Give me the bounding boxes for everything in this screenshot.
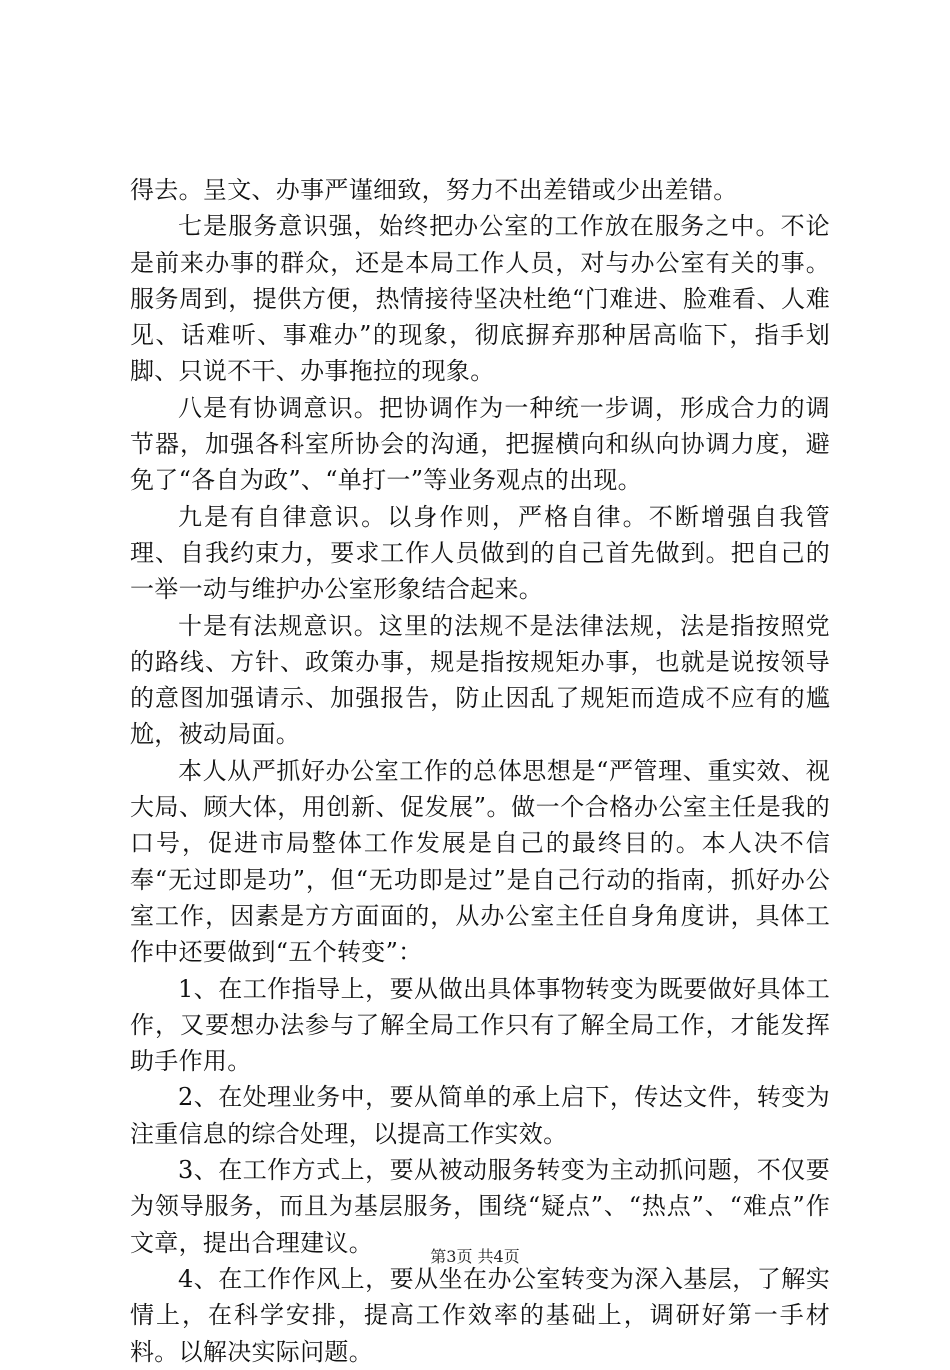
- paragraph-5: 十是有法规意识。这里的法规不是法律法规，法是指按照党的路线、方针、政策办事，规是指按规矩办事，也就是说按领导的意图加强请示、加强报告，防止因乱了规矩而造成不应有的尴尬，被动局面。: [130, 611, 830, 749]
- page-number-label: 第3页 共4页: [430, 1247, 520, 1266]
- page-footer: [0, 1247, 950, 1267]
- paragraph-1: 得去。呈文、办事严谨细致，努力不出差错或少出差错。: [130, 176, 738, 204]
- paragraph-4: 九是有自律意识。以身作则，严格自律。不断增强自我管理、自我约束力，要求工作人员做到的自己首先做到。把自己的一举一动与维护办公室形象结合起来。: [130, 502, 830, 604]
- paragraph-7: 1、在工作指导上，要从做出具体事物转变为既要做好具体工作，又要想办法参与了解全局工作只有了解全局工作，才能发挥助手作用。: [130, 974, 830, 1076]
- paragraph-2: 七是服务意识强，始终把办公室的工作放在服务之中。不论是前来办事的群众，还是本局工作人员，对与办公室有关的事。服务周到，提供方便，热情接待坚决杜绝“门难进、脸难看、人难见、话难听、事难办”的现象，彻底摒弃那种居高临下，指手划脚、只说不干、办事拖拉的现象。: [130, 212, 830, 386]
- paragraph-6: 本人从严抓好办公室工作的总体思想是“严管理、重实效、视大局、顾大体，用创新、促发展”。做一个合格办公室主任是我的口号，促进市局整体工作发展是自己的最终目的。本人决不信奉“无过即是功”，但“无功即是过”是自己行动的指南，抓好办公室工作，因素是方方面面的，从办公室主任自身角度讲，具体工作中还要做到“五个转变”：: [130, 756, 830, 967]
- document-body: [130, 172, 830, 1370]
- paragraph-10: 4、在工作作风上，要从坐在办公室转变为深入基层，了解实情上，在科学安排，提高工作效率的基础上，调研好第一手材料。以解决实际问题。: [130, 1264, 830, 1366]
- paragraph-8: 2、在处理业务中，要从简单的承上启下，传达文件，转变为注重信息的综合处理，以提高工作实效。: [130, 1083, 830, 1148]
- paragraph-9: 3、在工作方式上，要从被动服务转变为主动抓问题，不仅要为领导服务，而且为基层服务，围绕“疑点”、“热点”、“难点”作文章，提出合理建议。: [130, 1156, 830, 1257]
- paragraph-3: 八是有协调意识。把协调作为一种统一步调，形成合力的调节器，加强各科室所协会的沟通，把握横向和纵向协调力度，避免了“各自为政”、“单打一”等业务观点的出现。: [130, 393, 830, 495]
